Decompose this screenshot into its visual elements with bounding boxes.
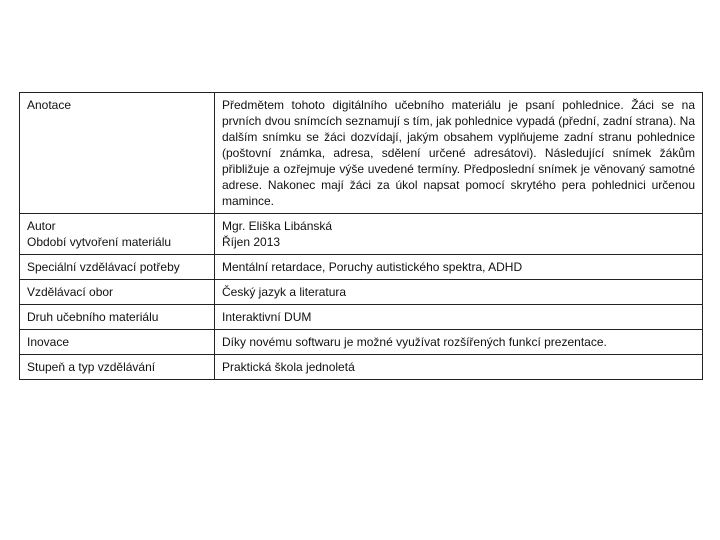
special-needs-label: Speciální vzdělávací potřeby (20, 255, 215, 280)
educational-field-value: Český jazyk a literatura (215, 280, 703, 305)
author-period-value (215, 214, 703, 255)
annotation-value: Předmětem tohoto digitálního učebního materiálu je psaní pohlednice. Žáci se na prvních dvou snímcích seznamují s tím, jak pohlednice vypadá (přední, zadní strana). Na dalším snímku se žáci dozvídají, jakým obsahem vyplňujeme zadní stranu pohlednice (poštovní známka, adresa, sdělení určené adresátovi). Následující snímek žákům přibližuje a ozřejmuje výše uvedené termíny. Předposlední snímek je věnovaný samotné adrese. Nakonec mají žáci za úkol napsat pomocí skrytého pera pohlednici určenou mamince. (215, 93, 703, 214)
material-type-value: Interaktivní DUM (215, 305, 703, 330)
creation-period-label: Období vytvoření materiálu (27, 235, 172, 249)
annotation-label: Anotace (20, 93, 215, 214)
author-value: Mgr. Eliška Libánská (222, 219, 333, 233)
innovation-label: Inovace (20, 330, 215, 355)
education-level-value: Praktická škola jednoletá (215, 355, 703, 380)
material-type-label: Druh učebního materiálu (20, 305, 215, 330)
education-level-label: Stupeň a typ vzdělávání (20, 355, 215, 380)
table-row (20, 305, 703, 330)
educational-field-label: Vzdělávací obor (20, 280, 215, 305)
creation-period-value: Říjen 2013 (222, 235, 281, 249)
author-period-label (20, 214, 215, 255)
metadata-table (19, 92, 703, 380)
author-label: Autor (27, 219, 56, 233)
special-needs-value: Mentální retardace, Poruchy autistického spektra, ADHD (215, 255, 703, 280)
table-row (20, 214, 703, 255)
table-row (20, 280, 703, 305)
innovation-value: Díky novému softwaru je možné využívat rozšířených funkcí prezentace. (215, 330, 703, 355)
table-row (20, 330, 703, 355)
table-row (20, 255, 703, 280)
table-row (20, 93, 703, 214)
table-row (20, 355, 703, 380)
